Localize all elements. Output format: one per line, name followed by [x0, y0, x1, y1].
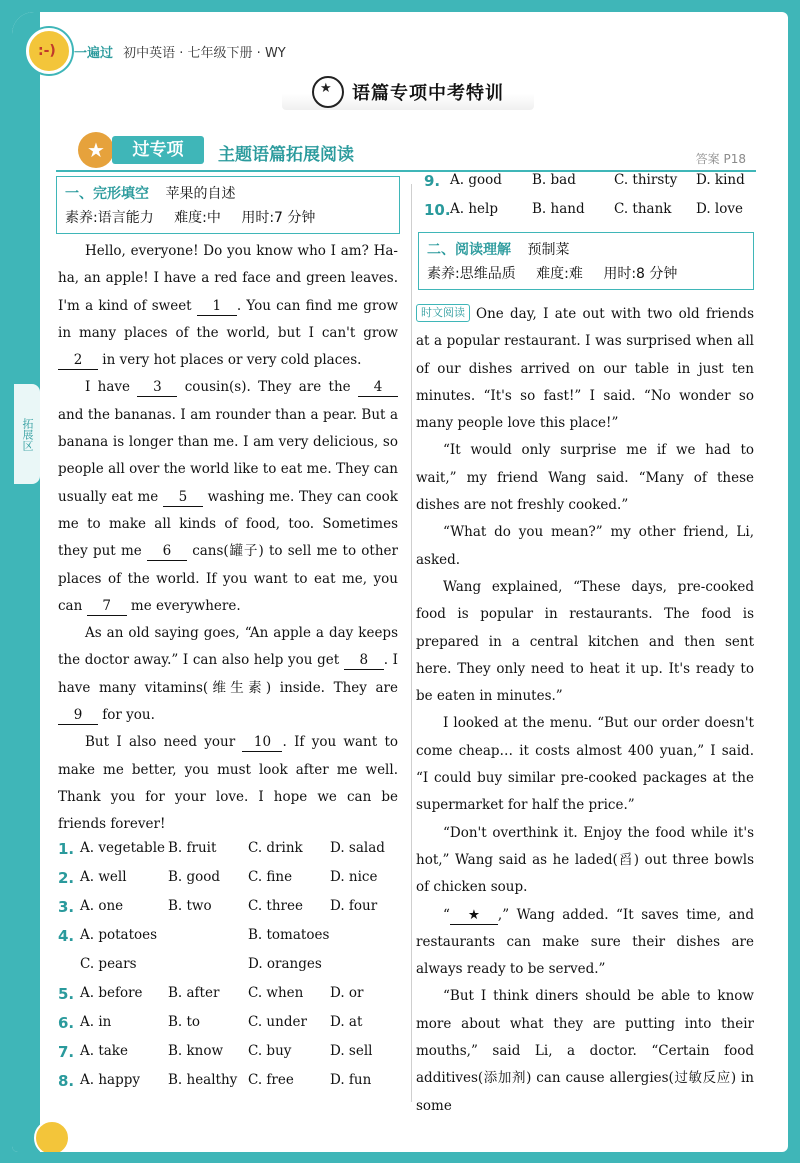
chapter-banner: [282, 74, 534, 110]
reading-paragraph: “What do you mean?” my other friend, Li, asked.: [416, 524, 754, 568]
reading-header: [418, 232, 754, 290]
cloze-paragraph: [58, 374, 398, 620]
side-strip: [12, 12, 40, 1152]
cloze-tag: 一、完形填空: [65, 186, 149, 202]
option-choice[interactable]: A. help: [450, 201, 498, 217]
passage-text: One day, I ate out with two old friends at a popular restaurant. I was surprised when all of our dishes arrived on our table in just ten minutes. “It's so fast!” I said. “No wonder so many people love this place!”: [416, 306, 754, 432]
blank-3: 3: [137, 378, 177, 397]
blank-10: 10: [242, 733, 282, 752]
option-row: [58, 985, 398, 1014]
option-choice[interactable]: D. fun: [330, 1072, 372, 1088]
question-number: 8.: [58, 1072, 75, 1090]
section-header: [56, 130, 756, 172]
cloze-skill: 素养:语言能力: [65, 210, 154, 226]
blank-9: 9: [58, 706, 98, 725]
reading-passage: [416, 301, 754, 1120]
banner-icon: [312, 76, 344, 108]
question-number: 6.: [58, 1014, 75, 1032]
option-choice[interactable]: B. after: [168, 985, 220, 1001]
footer-logo-icon: [34, 1120, 70, 1152]
cloze-header: [56, 176, 400, 234]
star-blank: ★: [450, 906, 498, 925]
option-choice[interactable]: A. potatoes: [80, 927, 158, 943]
cloze-paragraph: [58, 238, 398, 374]
option-choice[interactable]: A. good: [450, 172, 502, 188]
reading-paragraph: “But I think diners should be able to know more about what they are putting into their mouths,” said Li, a doctor. “Certain food additives(添加剂) can cause allergies(过敏反应) in some: [416, 988, 754, 1114]
option-choice[interactable]: B. hand: [532, 201, 585, 217]
passage-text: washing me. They can cook me to make all kinds of food, too. Sometimes they put me: [58, 488, 398, 560]
option-row: [58, 956, 398, 985]
passage-text: in very hot places or very cold places.: [98, 352, 362, 369]
passage-text: ,” Wang added. “It saves time, and restaurants can make sure their dishes are always ready to be served.”: [416, 906, 754, 978]
reading-paragraph: “ ★ ,” Wang added. “It saves time, and restaurants can make sure their dishes are always ready to be served.”: [416, 906, 754, 978]
star-icon: ★: [78, 132, 114, 168]
section-title: 主题语篇拓展阅读: [218, 145, 354, 165]
cloze-options: [58, 840, 398, 1101]
option-choice[interactable]: C. free: [248, 1072, 294, 1088]
option-choice[interactable]: B. fruit: [168, 840, 217, 856]
option-row: [58, 1043, 398, 1072]
question-number: 2.: [58, 869, 75, 887]
option-row: [58, 840, 398, 869]
option-row: [58, 927, 398, 956]
reading-topic: 预制菜: [527, 242, 570, 258]
cloze-paragraph: [58, 729, 398, 838]
option-choice[interactable]: C. drink: [248, 840, 303, 856]
option-choice[interactable]: D. nice: [330, 869, 378, 885]
blank-1: 1: [197, 297, 237, 316]
question-number: 7.: [58, 1043, 75, 1061]
book-subtitle: 初中英语 · 七年级下册 · WY: [123, 46, 286, 61]
option-choice[interactable]: D. four: [330, 898, 378, 914]
option-choice[interactable]: D. oranges: [248, 956, 322, 972]
option-choice[interactable]: C. when: [248, 985, 304, 1001]
option-choice[interactable]: C. pears: [80, 956, 137, 972]
reading-paragraph: Wang explained, “These days, pre-cooked food is popular in restaurants. The food is prepared in a central kitchen and then sent here. They only need to heat it up. It's ready to be eaten in minutes.”: [416, 578, 754, 705]
option-choice[interactable]: C. thirsty: [614, 172, 678, 188]
option-choice[interactable]: B. good: [168, 869, 221, 885]
question-number: 9.: [424, 172, 441, 190]
reading-tag: 二、阅读理解: [427, 242, 511, 258]
passage-text: . You can find me grow in many places of the world, but I can't grow: [58, 297, 398, 341]
passage-text: cousin(s). They are the: [177, 379, 358, 396]
option-row: [58, 869, 398, 898]
option-choice[interactable]: B. healthy: [168, 1072, 238, 1088]
cloze-difficulty: 难度:中: [174, 210, 221, 226]
cloze-topic: 苹果的自述: [165, 186, 236, 202]
option-row: [58, 1072, 398, 1101]
option-choice[interactable]: C. fine: [248, 869, 293, 885]
brand-name: 一遍过: [74, 46, 114, 61]
reading-paragraph: I looked at the menu. “But our order doesn't come cheap… it costs almost 400 yuan,” I said. “I could buy similar pre-cooked packages at the supermarket for half the price.”: [416, 715, 754, 814]
question-number: 5.: [58, 985, 75, 1003]
passage-text: . I have many vitamins(维生素) inside. They are: [58, 652, 398, 696]
question-number: 4.: [58, 927, 75, 945]
page-number: 39: [78, 1124, 104, 1145]
cloze-time: 用时:7 分钟: [241, 210, 316, 226]
side-tab: 拓展区: [14, 384, 40, 484]
option-choice[interactable]: C. three: [248, 898, 303, 914]
section-label: 过专项: [112, 136, 204, 164]
option-row: [58, 898, 398, 927]
passage-text: for you.: [98, 707, 155, 724]
reading-paragraph: [416, 301, 754, 437]
news-reading-chip: 时文阅读: [416, 304, 470, 322]
option-choice[interactable]: B. tomatoes: [248, 927, 330, 943]
blank-8: 8: [344, 651, 384, 670]
passage-text: Hello, everyone! Do you know who I am? Ha-ha, an apple! I have a red face and green leaves. I'm a kind of sweet: [58, 243, 398, 314]
option-choice[interactable]: A. before: [80, 985, 143, 1001]
passage-text: I have: [85, 379, 138, 396]
passage-text: But I also need your: [85, 734, 243, 751]
option-choice[interactable]: A. in: [80, 1014, 112, 1030]
passage-text: cans(罐子) to sell me to other places of the world. If you want to eat me, you can: [58, 543, 398, 614]
option-choice[interactable]: C. thank: [614, 201, 672, 217]
option-choice[interactable]: D. kind: [696, 172, 745, 188]
cloze-options-continued: [410, 172, 760, 230]
footer-slogan: 上课认真听 下课练天天: [108, 1124, 148, 1143]
option-choice[interactable]: A. well: [80, 869, 127, 885]
option-row: [410, 172, 760, 201]
option-choice[interactable]: B. to: [168, 1014, 201, 1030]
cloze-passage: [58, 238, 398, 839]
option-choice[interactable]: A. take: [80, 1043, 128, 1059]
option-choice[interactable]: B. know: [168, 1043, 224, 1059]
option-choice[interactable]: C. under: [248, 1014, 307, 1030]
option-choice[interactable]: D. or: [330, 985, 364, 1001]
reading-paragraph: “It would only surprise me if we had to wait,” my friend Wang said. “Many of these dishes are not freshly cooked.”: [416, 442, 754, 514]
blank-6: 6: [147, 542, 187, 561]
passage-text: me everywhere.: [126, 597, 241, 614]
option-choice[interactable]: D. sell: [330, 1043, 373, 1059]
blank-2: 2: [58, 351, 98, 370]
blank-5: 5: [163, 488, 203, 507]
passage-text: and the bananas. I am rounder than a pear. But a banana is longer than me. I am very delicious, so people all over the world like to eat me. They can usually eat me: [58, 406, 398, 505]
question-number: 1.: [58, 840, 75, 858]
logo-icon: :-): [26, 28, 72, 74]
option-choice[interactable]: D. at: [330, 1014, 363, 1030]
column-divider: [411, 184, 412, 1102]
option-choice[interactable]: A. happy: [80, 1072, 140, 1088]
question-number: 10.: [424, 201, 451, 219]
passage-text: . If you want to make me better, you must look after me well. Thank you for your love. I hope we can be friends forever!: [58, 734, 399, 833]
option-choice[interactable]: A. one: [80, 898, 124, 914]
option-choice[interactable]: D. love: [696, 201, 743, 217]
option-row: [410, 201, 760, 230]
option-choice[interactable]: A. vegetable: [80, 840, 166, 856]
option-choice[interactable]: B. bad: [532, 172, 576, 188]
answer-reference: 答案 P18: [695, 152, 746, 166]
option-choice[interactable]: D. salad: [330, 840, 385, 856]
option-row: [58, 1014, 398, 1043]
passage-text: As an old saying goes, “An apple a day keeps the doctor away.” I can also help you get: [58, 625, 398, 669]
blank-4: 4: [358, 378, 398, 397]
option-choice[interactable]: B. two: [168, 898, 212, 914]
blank-7: 7: [87, 597, 127, 616]
chapter-title: 语篇专项中考特训: [352, 83, 504, 104]
option-choice[interactable]: C. buy: [248, 1043, 292, 1059]
cloze-paragraph: [58, 620, 398, 729]
reading-skill: 素养:思维品质: [427, 266, 516, 282]
header: [74, 42, 286, 61]
reading-difficulty: 难度:难: [536, 266, 583, 282]
question-number: 3.: [58, 898, 75, 916]
reading-time: 用时:8 分钟: [603, 266, 678, 282]
reading-paragraph: “Don't overthink it. Enjoy the food while it's hot,” Wang said as he laded(舀) out three bowls of chicken soup.: [416, 824, 754, 896]
page: [12, 12, 788, 1152]
